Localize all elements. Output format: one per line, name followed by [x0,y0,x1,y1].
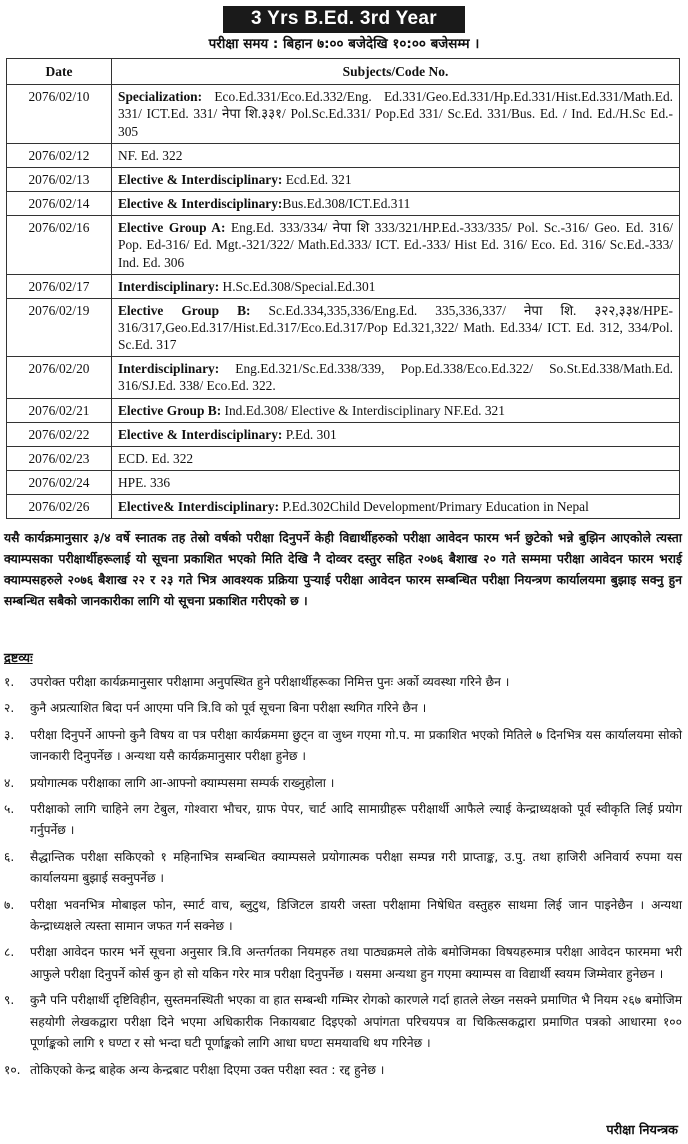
table-row [7,192,680,216]
exam-date: 2076/02/12 [7,143,112,167]
table-row [7,495,680,519]
exam-subjects [112,192,680,216]
table-row [7,298,680,356]
date-column-header: Date [7,59,112,85]
exam-subjects [112,422,680,446]
subject-group-label: Elective & Interdisciplinary: [118,171,283,187]
note-item [4,895,682,938]
note-number: १०. [4,1062,21,1077]
note-item [4,942,682,985]
subject-group-label: Elective Group A: [118,220,226,236]
subject-codes: Eng.Ed. 333/334/ नेपा शि 333/321/HP.Ed.-333/335/ Pol. Sc.-316/ Geo. Ed. 316/ Pop. Ed-316/ Ed. Mgt.-321/322/ Math.Ed.333/ ICT. Ed.-333/ Hist Ed. 316/ Eco. Ed. 316/ Sc.Ed.-333/ Ind. Ed. 306 [118,220,673,270]
note-text: प्रयोगात्मक परीक्षाका लागि आ-आफ्नो क्याम्पसमा सम्पर्क राख्नुहोला । [30,775,335,790]
signature: परीक्षा नियन्त्रक [606,1123,678,1138]
subject-codes: Ind.Ed.308/ Elective & Interdisciplinary NF.Ed. 321 [221,402,505,418]
note-item [4,799,682,842]
notes-title: द्रष्टव्यः [4,651,33,666]
note-number: ३. [4,727,15,742]
subject-codes: Eng.Ed.321/Sc.Ed.338/339, Pop.Ed.338/Eco.Ed.322/ So.St.Ed.338/Math.Ed. 316/SJ.Ed. 338/ Eco.Ed. 322. [118,361,673,394]
note-item [4,773,682,794]
exam-subjects [112,495,680,519]
note-item [4,698,682,719]
exam-date: 2076/02/20 [7,357,112,398]
note-item [4,1060,682,1081]
note-number: ४. [4,775,15,790]
exam-subjects [112,357,680,398]
exam-subjects [112,398,680,422]
note-text: उपरोक्त परीक्षा कार्यक्रमानुसार परीक्षामा अनुपस्थित हुने परीक्षार्थीहरूका निमित्त पुनः अर्को व्यवस्था गरिने छैन । [30,675,510,689]
table-row [7,471,680,495]
table-row [7,216,680,274]
table-row [7,85,680,143]
table-row [7,274,680,298]
subject-codes: HPE. 336 [118,475,171,491]
note-text: तोकिएको केन्द्र बाहेक अन्य केन्द्रबाट परीक्षा दिएमा उक्त परीक्षा स्वत : रद्द हुनेछ । [30,1062,385,1077]
schedule-body [7,85,680,519]
exam-date: 2076/02/10 [7,85,112,143]
exam-schedule-table [6,58,680,519]
exam-date: 2076/02/14 [7,192,112,216]
subjects-column-header: Subjects/Code No. [112,59,680,85]
note-text: परीक्षा भवनभित्र मोबाइल फोन, स्मार्ट वाच, ब्लुटुथ, डिजिटल डायरी जस्ता परीक्षामा निषेधित वस्तुहरु साथमा लिई जान पाइनेछैन । अन्यथा केन्द्राध्यक्षले त्यस्ता सामान जफत गर्न सक्नेछ । [30,897,682,934]
exam-date: 2076/02/21 [7,398,112,422]
notes-list [4,672,682,1086]
subject-codes: Sc.Ed.334,335,336/Eng.Ed. 335,336,337/ नेपा शि. ३२२,३३४/HPE-316/317,Geo.Ed.317/Hist.Ed.317/Eco.Ed.317/Pop Ed.321,322/ Math. Ed.334/ ICT. Ed. 312, 334/Pol. Sc.Ed. 317 [118,302,674,353]
exam-subjects [112,274,680,298]
note-text: परीक्षाको लागि चाहिने लग टेबुल, गोश्वारा भौचर, ग्राफ पेपर, चार्ट आदि सामाग्रीहरू परीक्षार्थी आफैले ल्याई केन्द्राध्यक्षको पूर्व स्वीकृति लिई प्रयोग गर्नुपर्नेछ । [30,802,682,838]
note-item [4,847,682,890]
note-text: कुनै अप्रत्याशित बिदा पर्न आएमा पनि त्रि.वि को पूर्व सूचना बिना परीक्षा स्थगित गरिने छैन । [30,701,427,716]
subject-codes: Bus.Ed.308/ICT.Ed.311 [282,196,411,212]
exam-date: 2076/02/19 [7,298,112,356]
note-text: परीक्षा आवेदन फारम भर्ने सूचना अनुसार त्रि.वि अन्तर्गतका नियमहरु तथा पाठ्यक्रमले तोके बमोजिमका विषयहरुमात्र परीक्षा आवेदन फारममा भरी आफुले परीक्षा दिनुपर्ने कोर्स कुन हो सो यकिन गरेर मात्र परीक्षा दिनुपर्नेछ । यसमा अन्यथा हुन गएमा क्याम्पस वा विद्यार्थी स्वयम जिम्मेवार हुनेछन । [30,945,682,981]
subject-codes: H.Sc.Ed.308/Special.Ed.301 [219,278,376,294]
exam-date: 2076/02/13 [7,167,112,191]
note-text: कुनै पनि परीक्षार्थी दृष्टिविहीन, सुस्तमनस्थिती भएका वा हात सम्बन्धी गम्भिर रोगको कारणले गर्दा हातले लेख्न नसक्ने प्रमाणित भै नियम २६७ बमोजिम सहयोगी लेखकद्वारा परीक्षा दिने भएमा अधिकारीक निकायबाट दिइएको अपांगता परिचयपत्र वा चिकित्सकद्वारा प्रमाणित पत्रको आधारमा १०० पूर्णाङ्कको लागि १ घण्टा र सो भन्दा घटी पूर्णाङ्कको लागि आधा घण्टा समयावधि थप गरिनेछ । [30,993,682,1051]
table-row [7,357,680,398]
exam-subjects [112,446,680,470]
table-header-row [7,59,680,85]
subject-group-label: Elective& Interdisciplinary: [118,499,280,515]
exam-subjects [112,85,680,143]
subject-group-label: Specialization: [118,89,203,105]
note-number: १. [4,675,15,689]
table-row [7,422,680,446]
exam-date: 2076/02/22 [7,422,112,446]
exam-subjects [112,298,680,356]
subject-group-label: Elective Group B: [118,302,251,318]
subject-codes: Eco.Ed.331/Eco.Ed.332/Eng. Ed.331/Geo.Ed.331/Hp.Ed.331/Hist.Ed.331/Math.Ed. 331/ ICT.Ed. 331/ नेपा शि.३३१/ Pol.Sc.Ed.331/ Pop.Ed 331/ Sc.Ed. 331/Bus. Ed. / Ind. Ed./H.Sc Ed.- 305 [118,89,673,139]
subject-codes: P.Ed.302Child Development/Primary Education in Nepal [279,499,589,515]
subject-group-label: Elective Group B: [118,402,222,418]
exam-date: 2076/02/24 [7,471,112,495]
note-number: ९. [4,993,15,1008]
subject-codes: Ecd.Ed. 321 [282,171,352,187]
subject-codes: NF. Ed. 322 [118,147,183,163]
exam-subjects [112,143,680,167]
exam-date: 2076/02/16 [7,216,112,274]
note-number: ५. [4,802,15,817]
exam-subjects [112,471,680,495]
exam-date: 2076/02/26 [7,495,112,519]
note-text: सैद्धान्तिक परीक्षा सकिएको १ महिनाभित्र सम्बन्धित क्याम्पसले प्रयोगात्मक परीक्षा सम्पन्न गरी प्राप्ताङ्क, उ.पु. तथा हाजिरी अनिवार्य रुपमा यस कार्यालयमा बुझाई सक्नुपर्नेछ । [30,849,682,886]
subject-group-label: Interdisciplinary: [118,278,220,294]
page-title: 3 Yrs B.Ed. 3rd Year [223,6,465,33]
exam-date: 2076/02/17 [7,274,112,298]
subject-group-label: Interdisciplinary: [118,361,220,377]
table-row [7,398,680,422]
table-row [7,446,680,470]
table-row [7,167,680,191]
notice-paragraph: यसै कार्यक्रमानुसार ३/४ वर्षे स्नातक तह तेस्रो वर्षको परीक्षा दिनुपर्ने केही विद्यार्थीहरुको परीक्षा आवेदन फारम भर्न छुटेको भन्ने बुझिन आएकोले त्यस्ता क्याम्पसका परीक्षार्थीहरूलाई यो सूचना प्रकाशित भएको मिति देखि नै दोव्वर दस्तुर सहित २०७६ बैशाख २० गते सम्ममा परीक्षा आवेदन फारम भराई क्याम्पसहरुले २०७६ बैशाख २२ र २३ गते भित्र आवश्यक प्रक्रिया पुऱ्याई परीक्षा आवेदन फारम सम्बन्धित परीक्षा नियन्त्रण कार्यालयमा बुझाइ सक्नु हुन सम्बन्धित सबैको जानकारीका लागि यो सूचना प्रकाशित गरीएको छ । [4,531,682,608]
exam-date: 2076/02/23 [7,446,112,470]
note-number: २. [4,701,15,716]
subject-group-label: Elective & Interdisciplinary: [118,196,283,212]
subject-codes: P.Ed. 301 [282,426,337,442]
title-wrap [0,6,688,33]
exam-subjects [112,167,680,191]
note-number: ६. [4,849,15,864]
note-item [4,725,682,768]
note-item [4,990,682,1054]
exam-subjects [112,216,680,274]
subject-codes: ECD. Ed. 322 [118,450,194,466]
note-number: ८. [4,945,15,960]
note-text: परीक्षा दिनुपर्ने आफ्नो कुनै विषय वा पत्र परीक्षा कार्यक्रममा छुट्न वा जुध्न गएमा गो.प. मा प्रकाशित भएको मितिले ७ दिनभित्र यस कार्यालयमा सोको जानकारी दिनुपर्नेछ । अन्यथा यसै कार्यक्रमानुसार परीक्षा हुनेछ । [30,727,682,764]
table-row [7,143,680,167]
note-item [4,672,682,693]
exam-timing: परीक्षा समय : बिहान ७:०० बजेदेखि १०:०० बजेसम्म । [208,36,480,52]
note-number: ७. [4,897,15,912]
subject-group-label: Elective & Interdisciplinary: [118,426,283,442]
